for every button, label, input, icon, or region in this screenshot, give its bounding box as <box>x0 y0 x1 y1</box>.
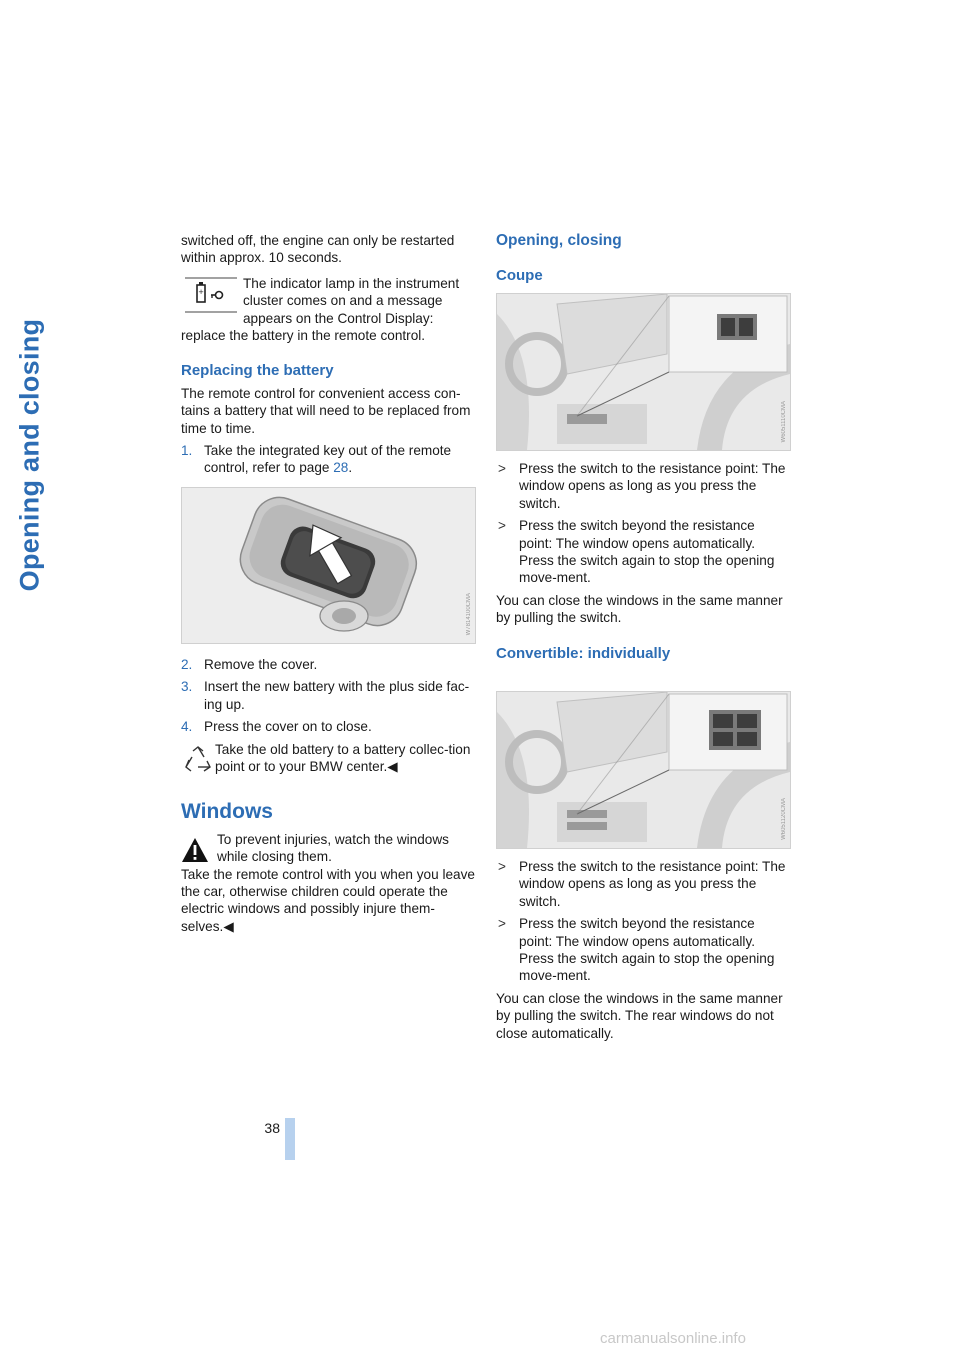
intro-text: switched off, the engine can only be restarted within approx. 10 seconds. <box>181 233 455 266</box>
step-4: 4. Press the cover on to close. <box>181 719 372 735</box>
svg-text:+: + <box>198 287 204 296</box>
figure-code: W6051110CMA <box>781 400 787 442</box>
convertible-window-switch-figure <box>496 691 791 849</box>
heading-replacing-battery: Replacing the battery <box>181 362 334 380</box>
step-3: 3. Insert the new battery with the plus side fac-ing up. <box>181 679 470 712</box>
convertible-bullet-1: > Press the switch to the resistance point: The window opens as long as you press the switch. <box>498 859 786 909</box>
page-number: 38 <box>264 1120 280 1136</box>
convertible-bullet-2: > Press the switch beyond the resistance point: The window opens automatically. Press the switch again to stop the opening move-ment. <box>498 916 775 984</box>
remote-control-figure <box>181 487 476 644</box>
left-column <box>181 232 475 482</box>
convertible-close-text: You can close the windows in the same manner by pulling the switch. The rear windows do not close automatically. <box>496 990 783 1041</box>
coupe-bullet-2: > Press the switch beyond the resistance point: The window opens automatically. Press the switch again to stop the opening move-ment. <box>498 518 775 586</box>
battery-paragraph: The remote control for convenient access con-tains a battery that will need to be replaced from time to time. <box>181 385 471 436</box>
page-number-bar <box>285 1118 295 1160</box>
coupe-window-switch-figure <box>496 293 791 451</box>
step-2: 2. Remove the cover. <box>181 657 318 672</box>
indicator-note: + The indicator lamp in the instrument cluster comes on and a message appears on the Control Display: replace the battery in the remote control. <box>181 275 460 344</box>
left-column-lower <box>181 656 475 935</box>
right-column-top <box>496 232 790 285</box>
chapter-side-title: Opening and closing <box>14 318 45 592</box>
footer-watermark: carmanualsonline.info <box>600 1330 746 1347</box>
subheading-coupe: Coupe <box>496 267 543 285</box>
step-1: 1. Take the integrated key out of the remote control, refer to page 28. <box>181 443 452 476</box>
warning-note: To prevent injuries, watch the windows while closing them. Take the remote control with you when you leave the car, otherwise children could operate the electric windows and possibly injure them-selves.◀ <box>181 831 475 934</box>
recycle-note: Take the old battery to a battery collec-tion point or to your BMW center.◀ <box>181 741 475 776</box>
right-column-coupe-text <box>496 460 790 662</box>
figure-code: W7814100CMA <box>466 592 472 635</box>
key-battery-icon <box>185 277 237 313</box>
heading-opening-closing: Opening, closing <box>496 232 622 249</box>
coupe-close-text: You can close the windows in the same manner by pulling the switch. <box>496 592 783 626</box>
subheading-convertible: Convertible: individually <box>496 644 671 662</box>
coupe-bullet-1: > Press the switch to the resistance point: The window opens as long as you press the switch. <box>498 461 786 511</box>
warning-triangle-icon <box>181 837 209 863</box>
heading-windows: Windows <box>181 800 273 824</box>
recycle-icon <box>183 745 213 775</box>
right-column-convertible-text <box>496 858 790 1047</box>
page-link[interactable]: 28 <box>333 460 349 476</box>
figure-code: W6051120CMA <box>781 798 787 840</box>
